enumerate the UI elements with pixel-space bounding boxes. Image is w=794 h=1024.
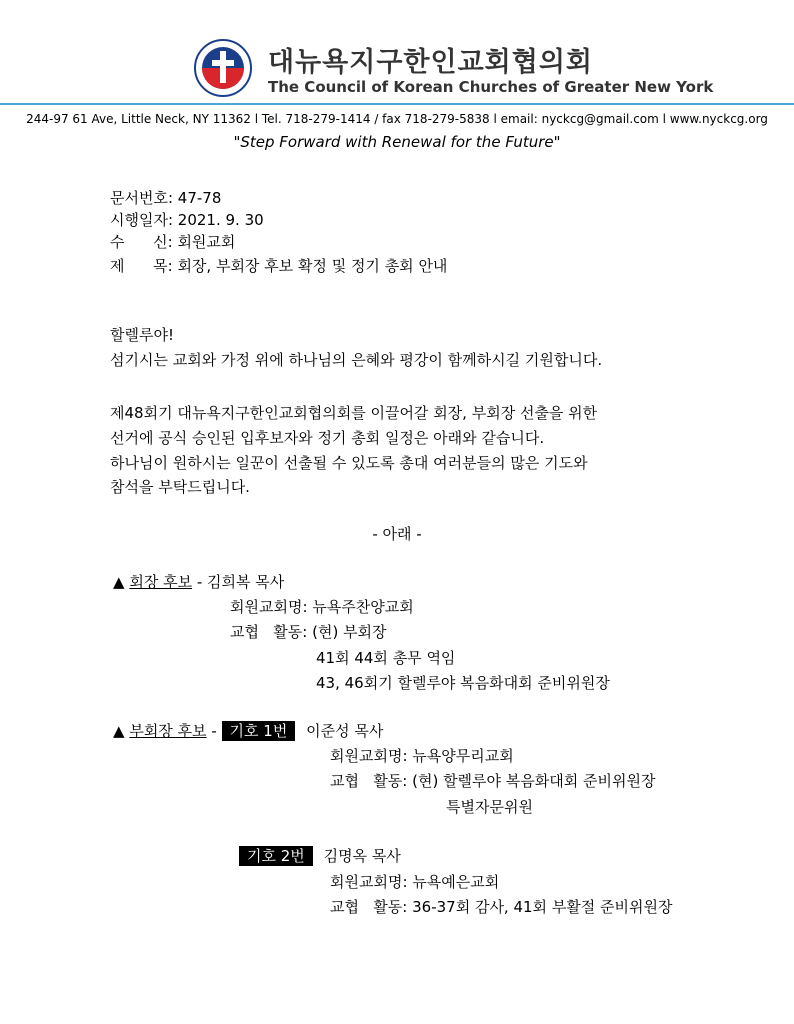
activity-label: 교협 활동: bbox=[330, 898, 408, 916]
candidate-2-badge: 기호 2번 bbox=[239, 846, 313, 866]
vice-candidate-row bbox=[113, 721, 383, 741]
subject-label: 제 목: bbox=[110, 257, 173, 275]
date: 2021. 9. 30 bbox=[177, 211, 264, 229]
candidate-1-activity-2: 특별자문위원 bbox=[446, 798, 533, 816]
header-divider bbox=[0, 103, 794, 105]
candidate-1-name: 이준성 목사 bbox=[306, 722, 384, 740]
candidate-2-church: 뉴욕예은교회 bbox=[412, 873, 500, 891]
date-label: 시행일자: bbox=[110, 211, 174, 229]
president-activity-2: 41회 44회 총무 역임 bbox=[316, 649, 456, 667]
recipient-row bbox=[110, 232, 235, 252]
activity-label: 교협 활동: bbox=[230, 623, 308, 641]
president-candidate-name: 김희복 목사 bbox=[207, 573, 285, 591]
candidate-2-church-row bbox=[330, 872, 499, 892]
blessing-line: 섬기시는 교회와 가정 위에 하나님의 은혜와 평강이 함께하시길 기원합니다. bbox=[110, 351, 603, 369]
council-logo bbox=[193, 38, 253, 98]
candidate-2-activity-1: 36-37회 감사, 41회 부활절 준비위원장 bbox=[412, 898, 673, 916]
triangle-marker: ▲ bbox=[113, 722, 125, 740]
subject-row bbox=[110, 256, 447, 276]
triangle-marker: ▲ bbox=[113, 573, 125, 591]
president-candidate-label: 회장 후보 bbox=[129, 573, 193, 591]
title-korean: 대뉴욕지구한인교회협의회 bbox=[268, 47, 593, 78]
recipient: 회원교회 bbox=[177, 233, 236, 251]
date-row bbox=[110, 210, 264, 230]
president-activity-3: 43, 46회기 할렐루야 복음화대회 준비위원장 bbox=[316, 674, 610, 692]
church-label: 회원교회명: bbox=[230, 598, 308, 616]
activity-label: 교협 활동: bbox=[330, 772, 408, 790]
recipient-label: 수 신: bbox=[110, 233, 173, 251]
motto: "Step Forward with Renewal for the Future" bbox=[233, 133, 561, 151]
vice-candidate-label: 부회장 후보 bbox=[129, 722, 207, 740]
president-church: 뉴욕주찬양교회 bbox=[312, 598, 414, 616]
title-english: The Council of Korean Churches of Greater New York bbox=[268, 78, 714, 96]
subject: 회장, 부회장 후보 확정 및 정기 총회 안내 bbox=[177, 257, 448, 275]
greeting: 할렐루야! bbox=[110, 326, 174, 344]
doc-number-row bbox=[110, 188, 221, 208]
candidate-1-church-row bbox=[330, 746, 514, 766]
paragraph-line-4: 참석을 부탁드립니다. bbox=[110, 478, 250, 496]
candidate-2-name: 김명옥 목사 bbox=[323, 847, 401, 865]
president-candidate-row bbox=[113, 572, 284, 592]
candidate-2-activity-row bbox=[330, 897, 673, 917]
president-church-row bbox=[230, 597, 414, 617]
contact-address: 244-97 61 Ave, Little Neck, NY 11362 l Tel. 718-279-1414 / fax 718-279-5838 l email: nyckcg@gmail.com l www.nyckcg.org bbox=[26, 112, 768, 126]
president-activity-row bbox=[230, 622, 387, 642]
paragraph-line-2: 선거에 공식 승인된 입후보자와 정기 총회 일정은 아래와 같습니다. bbox=[110, 429, 545, 447]
candidate-1-activity-1: (현) 할렐루야 복음화대회 준비위원장 bbox=[412, 772, 656, 790]
candidate-1-activity-row bbox=[330, 771, 655, 791]
candidate-1-badge: 기호 1번 bbox=[222, 721, 296, 741]
doc-number: 47-78 bbox=[177, 189, 222, 207]
president-activity-1: (현) 부회장 bbox=[312, 623, 387, 641]
candidate-1-church: 뉴욕양무리교회 bbox=[412, 747, 514, 765]
dash: - bbox=[211, 722, 217, 740]
paragraph-line-1: 제48회기 대뉴욕지구한인교회협의회를 이끌어갈 회장, 부회장 선출을 위한 bbox=[110, 404, 598, 422]
paragraph-line-3: 하나님이 원하시는 일꾼이 선출될 수 있도록 총대 여러분들의 많은 기도와 bbox=[110, 454, 588, 472]
below-heading: - 아래 - bbox=[372, 525, 422, 543]
candidate-2-row bbox=[239, 846, 401, 866]
dash: - bbox=[196, 573, 203, 591]
church-label: 회원교회명: bbox=[330, 873, 408, 891]
doc-number-label: 문서번호: bbox=[110, 189, 174, 207]
church-label: 회원교회명: bbox=[330, 747, 408, 765]
